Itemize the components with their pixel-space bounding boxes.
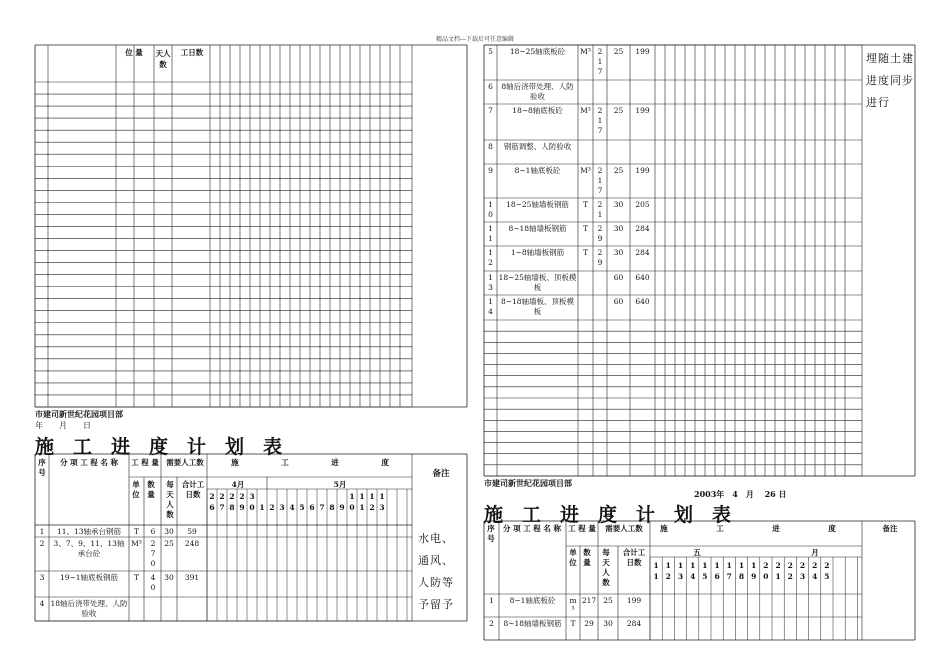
row-unit: M³	[131, 539, 142, 548]
left-project-name: 市建司新世纪花园项目部	[35, 409, 123, 419]
day-number-tens: 2	[763, 561, 769, 570]
row-seq: 5	[488, 47, 493, 56]
row-seq: 14	[488, 297, 493, 316]
right-daily-header: 每天人数	[602, 548, 610, 587]
day-number-units: 7	[219, 503, 225, 512]
left-remark-text: 水电、通风、人防等予留予	[418, 532, 454, 611]
row-seq: 1	[489, 596, 494, 605]
day-number-units: 1	[259, 503, 265, 512]
row-name: 钢筋调整、人防验收	[503, 142, 572, 151]
row-seq: 1	[39, 527, 45, 536]
day-number-units: 3	[799, 572, 806, 581]
day-number-tens: 1	[653, 561, 659, 570]
row-seq: 6	[488, 82, 493, 91]
row-total: 248	[184, 539, 200, 548]
row-unit: T	[133, 527, 139, 536]
left-amount-header: 数量	[147, 480, 155, 499]
row-daily: 30	[613, 224, 624, 233]
day-number-units: 4	[812, 572, 818, 581]
day-number-units: 8	[738, 572, 745, 581]
row-qty: 21	[597, 200, 603, 219]
row-unit: m³	[569, 596, 577, 614]
row-total: 199	[635, 47, 650, 56]
row-seq: 2	[39, 539, 45, 548]
left-item-header: 分 项 工 程 名 称	[59, 458, 119, 467]
row-qty: 217	[581, 596, 597, 605]
right-item-header: 分 项 工 程 名 称	[502, 524, 562, 533]
row-daily: 30	[613, 248, 624, 257]
row-name: 18~8轴底板砼	[512, 106, 563, 115]
row-qty: 40	[150, 573, 156, 592]
day-number-units: 8	[229, 503, 235, 512]
day-number-tens: 1	[726, 561, 732, 570]
day-number-units: 7	[726, 572, 732, 581]
day-number-tens: 2	[787, 561, 793, 570]
day-number-tens: 1	[665, 561, 671, 570]
day-number-units: 6	[714, 572, 720, 581]
row-total: 640	[635, 297, 650, 306]
day-number-tens: 1	[751, 561, 757, 570]
row-daily: 25	[603, 596, 613, 605]
row-daily: 25	[613, 166, 624, 175]
row-total: 199	[635, 106, 650, 115]
day-number-tens: 1	[379, 492, 385, 501]
day-number-tens: 2	[219, 492, 225, 501]
day-number-tens: 1	[702, 561, 708, 570]
day-number-units: 1	[653, 572, 659, 581]
day-number-units: 2	[369, 503, 375, 512]
row-name: 18~25轴底板砼	[509, 47, 566, 56]
day-number-units: 4	[690, 572, 696, 581]
right-labor-header: 需要人工数	[605, 524, 643, 533]
row-qty: 29	[597, 248, 603, 267]
row-unit: M³	[580, 106, 591, 115]
row-unit: T	[582, 200, 588, 209]
row-seq: 12	[488, 248, 493, 267]
row-qty: 270	[150, 539, 156, 568]
day-number-units: 5	[702, 572, 708, 581]
day-number-tens: 1	[690, 561, 696, 570]
row-qty: 6	[150, 527, 156, 536]
row-qty: 29	[597, 224, 603, 243]
right-seq-header: 序号	[487, 524, 495, 543]
left-schedule-header: 施 工 进 度	[231, 458, 389, 467]
row-seq: 4	[39, 599, 45, 608]
day-number-units: 1	[775, 572, 781, 581]
row-daily: 60	[613, 297, 624, 306]
row-total: 640	[635, 273, 650, 282]
row-total: 284	[626, 619, 642, 628]
right-top-remark-text: 埋随土建进度同步进行	[866, 52, 914, 109]
row-unit: M³	[580, 166, 591, 175]
workdays-header: 工日数	[180, 48, 204, 57]
left-unit-header: 单位	[132, 480, 140, 499]
right-sheet-title: 施 工 进 度 计 划 表	[484, 504, 732, 526]
day-number-units: 0	[763, 572, 769, 581]
row-daily: 30	[603, 619, 613, 628]
row-daily: 25	[613, 106, 624, 115]
row-total: 391	[184, 573, 200, 582]
row-unit: M³	[580, 47, 591, 56]
row-total: 284	[635, 224, 650, 233]
row-seq: 3	[39, 573, 45, 582]
row-seq: 7	[488, 106, 493, 115]
day-number-tens: 1	[349, 492, 355, 501]
day-number-units: 0	[249, 503, 255, 512]
row-qty: 217	[597, 166, 603, 195]
right-month-b: 月	[811, 548, 819, 557]
left-seq-header: 序号	[38, 458, 46, 477]
day-number-units: 6	[209, 503, 215, 512]
right-unit-header: 单位	[569, 548, 577, 567]
day-number-tens: 1	[738, 561, 745, 570]
day-number-units: 2	[665, 572, 671, 581]
day-number-units: 6	[309, 503, 315, 512]
row-name: 3、7、9、11、13轴承台砼	[53, 539, 125, 558]
day-number-tens: 1	[714, 561, 720, 570]
row-daily: 30	[164, 573, 174, 582]
right-schedule-header: 施 工 进 度	[660, 524, 836, 533]
day-number-units: 5	[299, 503, 305, 512]
left-daily-header: 每天人数	[166, 480, 174, 519]
day-number-tens: 3	[249, 492, 255, 501]
row-seq: 13	[488, 273, 493, 292]
row-seq: 9	[488, 166, 493, 175]
row-name: 18~25轴墙板钢筋	[506, 200, 569, 209]
day-number-tens: 2	[229, 492, 235, 501]
row-name: 8~18轴墙板钢筋	[508, 224, 567, 233]
right-month-a: 五	[693, 548, 701, 557]
row-name: 1~8轴墙板钢筋	[510, 248, 565, 257]
right-amount-header: 数量	[583, 548, 591, 567]
day-number-tens: 2	[209, 492, 215, 501]
day-number-units: 9	[339, 503, 345, 512]
row-daily: 60	[613, 273, 624, 282]
day-number-tens: 2	[824, 561, 830, 570]
row-daily: 25	[613, 47, 624, 56]
row-qty: 29	[584, 619, 594, 628]
day-number-tens: 1	[677, 561, 684, 570]
day-number-tens: 2	[799, 561, 806, 570]
row-unit: T	[133, 573, 139, 582]
row-name: 8~1轴底板砼	[509, 596, 556, 605]
row-name: 8~18轴墙板、顶板模板	[500, 297, 575, 316]
row-name: 19~1轴底板钢筋	[59, 573, 119, 582]
day-number-units: 3	[677, 572, 684, 581]
left-month-a: 4月	[231, 480, 245, 489]
row-total: 199	[626, 596, 642, 605]
day-number-units: 9	[239, 503, 245, 512]
row-total: 59	[187, 527, 197, 536]
row-total: 199	[635, 166, 650, 175]
left-total-header: 合计工日数	[181, 480, 205, 499]
left-date-line: 年 月 日	[35, 421, 91, 430]
day-number-units: 3	[379, 503, 385, 512]
day-number-tens: 1	[359, 492, 365, 501]
day-number-units: 5	[824, 572, 830, 581]
left-labor-header: 需要人工数	[166, 458, 204, 467]
day-number-tens: 2	[239, 492, 245, 501]
left-remark-header: 备注	[432, 469, 450, 479]
row-name: 8~18轴墙板钢筋	[503, 619, 562, 628]
right-project-name: 市建司新世纪花园项目部	[484, 478, 572, 488]
row-seq: 8	[488, 142, 493, 151]
row-total: 205	[635, 200, 650, 209]
day-number-units: 3	[279, 503, 285, 512]
row-seq: 10	[488, 200, 493, 219]
row-daily: 30	[164, 527, 174, 536]
day-number-units: 9	[751, 572, 757, 581]
row-name: 18轴后浇带处理、人防验收	[50, 599, 128, 618]
day-number-units: 1	[359, 503, 365, 512]
day-number-tens: 2	[812, 561, 818, 570]
row-name: 8~1轴底板砼	[514, 166, 561, 175]
day-number-units: 8	[329, 503, 335, 512]
right-date-line: 2003年 4 月 26 日	[694, 489, 787, 499]
row-qty: 217	[597, 106, 603, 135]
row-seq: 2	[489, 619, 494, 628]
unit-qty-header: 位 量	[125, 48, 143, 57]
watermark: 精品文档---下载后可任意编辑	[435, 36, 515, 43]
left-month-b: 5月	[333, 480, 347, 489]
row-total: 284	[635, 248, 650, 257]
row-name: 8轴后浇带处理、人防验收	[501, 82, 574, 101]
day-number-units: 2	[787, 572, 793, 581]
day-number-units: 4	[289, 503, 295, 512]
row-unit: T	[570, 619, 576, 628]
row-unit: T	[582, 224, 588, 233]
left-sheet-title: 施 工 进 度 计 划 表	[35, 436, 283, 458]
row-seq: 11	[488, 224, 493, 243]
days-people-header: 天人数	[155, 49, 171, 69]
left-qty-header: 工 程 量	[131, 458, 159, 467]
day-number-units: 0	[349, 503, 355, 512]
row-unit: T	[582, 248, 588, 257]
right-remark-header: 备注	[882, 524, 898, 533]
day-number-units: 2	[269, 503, 275, 512]
day-number-tens: 2	[775, 561, 781, 570]
row-name: 11、13轴承台钢筋	[56, 527, 122, 536]
row-qty: 217	[597, 47, 603, 76]
row-name: 18~25轴墙板、顶板模板	[498, 273, 577, 292]
right-total-header: 合计工日数	[622, 548, 646, 567]
right-qty-header: 工 程 量	[568, 524, 596, 533]
day-number-tens: 1	[369, 492, 375, 501]
day-number-units: 7	[319, 503, 325, 512]
row-daily: 30	[613, 200, 624, 209]
row-daily: 25	[164, 539, 174, 548]
